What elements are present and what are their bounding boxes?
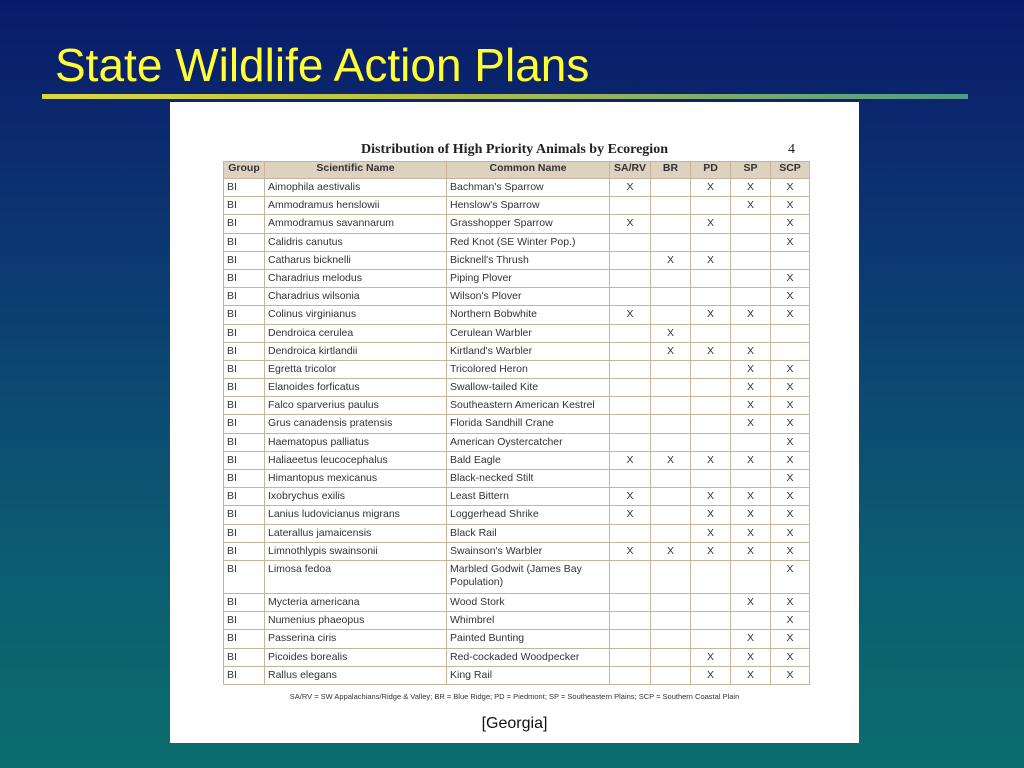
table-cell [610,415,651,433]
table-cell: BI [224,179,265,197]
table-cell: X [610,215,651,233]
table-cell [651,433,691,451]
document-image [170,102,859,743]
table-cell [731,324,771,342]
table-cell [610,379,651,397]
table-cell [651,379,691,397]
table-cell: Marbled Godwit (James Bay Population) [447,560,610,593]
table-cell: Ammodramus henslowii [265,197,447,215]
table-row [224,666,810,684]
table-cell: X [691,524,731,542]
table-cell: Bicknell's Thrush [447,251,610,269]
table-cell: Bald Eagle [447,451,610,469]
table-cell: X [771,488,810,506]
table-row [224,488,810,506]
table-cell: X [731,630,771,648]
table-cell [771,251,810,269]
table-cell [651,197,691,215]
table-cell [651,360,691,378]
table-cell [651,666,691,684]
table-cell: BI [224,269,265,287]
table-cell [731,560,771,593]
column-header: Common Name [447,162,610,179]
table-cell: Lanius ludovicianus migrans [265,506,447,524]
table-cell: Florida Sandhill Crane [447,415,610,433]
table-cell: X [731,306,771,324]
table-cell: BI [224,648,265,666]
table-cell: Wilson's Plover [447,288,610,306]
table-cell: Egretta tricolor [265,360,447,378]
table-cell [651,306,691,324]
column-header: SA/RV [610,162,651,179]
table-cell [610,648,651,666]
table-cell [651,506,691,524]
table-row [224,506,810,524]
table-cell: X [771,397,810,415]
state-caption: [Georgia] [481,715,548,732]
table-cell: BI [224,433,265,451]
table-cell [610,560,651,593]
table-cell [731,612,771,630]
table-cell [691,360,731,378]
table-cell: X [771,470,810,488]
table-row [224,306,810,324]
table-cell: BI [224,506,265,524]
table-cell: X [771,233,810,251]
table-cell [691,324,731,342]
table-cell: Swallow-tailed Kite [447,379,610,397]
table-row [224,648,810,666]
table-cell [651,560,691,593]
table-cell: X [691,542,731,560]
table-row [224,433,810,451]
table-cell: Ixobrychus exilis [265,488,447,506]
table-cell: X [610,179,651,197]
table-cell: BI [224,306,265,324]
table-cell: X [691,342,731,360]
table-cell [731,470,771,488]
table-cell: Black-necked Stilt [447,470,610,488]
table-cell [691,269,731,287]
table-cell [691,593,731,611]
table-cell: X [771,593,810,611]
table-cell: Black Rail [447,524,610,542]
table-row [224,324,810,342]
table-cell [651,179,691,197]
table-cell: X [651,542,691,560]
table-row [224,612,810,630]
table-row [224,269,810,287]
table-row [224,379,810,397]
table-cell [610,524,651,542]
table-cell: X [691,488,731,506]
table-cell [651,215,691,233]
table-cell: X [691,306,731,324]
table-cell: Kirtland's Warbler [447,342,610,360]
table-cell: X [771,451,810,469]
table-cell [691,197,731,215]
table-cell [731,269,771,287]
table-cell: X [651,324,691,342]
table-row [224,233,810,251]
table-cell: Ammodramus savannarum [265,215,447,233]
table-cell: X [731,415,771,433]
table-cell: Limnothlypis swainsonii [265,542,447,560]
table-cell: X [691,451,731,469]
column-header: PD [691,162,731,179]
table-cell: X [771,506,810,524]
table-row [224,593,810,611]
table-cell: X [731,197,771,215]
table-cell: X [691,179,731,197]
table-cell: BI [224,451,265,469]
page-number: 4 [788,142,795,157]
table-cell: X [771,179,810,197]
table-cell: X [731,179,771,197]
table-cell: Charadrius melodus [265,269,447,287]
table-cell [610,433,651,451]
document-title: Distribution of High Priority Animals by Ecoregion [361,142,668,157]
table-cell [691,630,731,648]
table-cell: BI [224,251,265,269]
table-cell: Aimophila aestivalis [265,179,447,197]
table-cell: Numenius phaeopus [265,612,447,630]
table-cell [731,288,771,306]
table-cell: X [691,215,731,233]
table-cell [610,324,651,342]
table-cell: Elanoides forficatus [265,379,447,397]
table-cell [651,470,691,488]
table-cell: BI [224,233,265,251]
table-cell: Red-cockaded Woodpecker [447,648,610,666]
table-cell: BI [224,560,265,593]
table-cell: American Oystercatcher [447,433,610,451]
table-cell: Southeastern American Kestrel [447,397,610,415]
table-cell: BI [224,524,265,542]
table-cell: Himantopus mexicanus [265,470,447,488]
table-cell [651,288,691,306]
table-cell: Haematopus palliatus [265,433,447,451]
title-underline [42,94,968,99]
table-cell: Tricolored Heron [447,360,610,378]
table-cell [731,215,771,233]
table-cell [691,288,731,306]
column-header: SP [731,162,771,179]
table-cell: X [771,648,810,666]
table-legend: SA/RV = SW Appalachians/Ridge & Valley; BR = Blue Ridge; PD = Piedmont; SP = Southeastern Plains; SCP = Southern Coastal Plain [289,692,740,701]
table-cell: X [691,666,731,684]
table-body [224,179,810,685]
table-cell: Swainson's Warbler [447,542,610,560]
table-header-row [224,162,810,179]
table-row [224,288,810,306]
table-cell: Cerulean Warbler [447,324,610,342]
table-cell: Piping Plover [447,269,610,287]
table-cell: X [771,630,810,648]
table-cell [771,324,810,342]
table-cell [610,197,651,215]
table-cell: Calidris canutus [265,233,447,251]
table-cell: Haliaeetus leucocephalus [265,451,447,469]
table-cell [731,433,771,451]
table-cell [651,593,691,611]
table-cell: BI [224,593,265,611]
table-cell: X [731,379,771,397]
table-row [224,524,810,542]
table-cell: X [771,215,810,233]
table-cell [610,630,651,648]
table-cell: Picoides borealis [265,648,447,666]
table-cell: X [771,524,810,542]
column-header: Group [224,162,265,179]
table-cell: X [731,451,771,469]
table-cell: X [771,666,810,684]
table-cell [610,251,651,269]
column-header: BR [651,162,691,179]
table-cell [691,233,731,251]
table-cell: Grasshopper Sparrow [447,215,610,233]
table-cell [651,488,691,506]
table-cell: BI [224,324,265,342]
table-cell: X [731,488,771,506]
table-cell [610,288,651,306]
table-cell [691,470,731,488]
table-cell: X [771,379,810,397]
table-cell: X [610,488,651,506]
table-cell [610,397,651,415]
table-cell: Mycteria americana [265,593,447,611]
table-cell: X [771,433,810,451]
table-row [224,542,810,560]
column-header: SCP [771,162,810,179]
table-cell: BI [224,470,265,488]
table-cell: BI [224,379,265,397]
table-cell [771,342,810,360]
table-cell: X [731,648,771,666]
table-cell: Colinus virginianus [265,306,447,324]
table-cell: X [771,288,810,306]
table-cell [651,630,691,648]
table-cell: Rallus elegans [265,666,447,684]
table-row [224,470,810,488]
table-cell: Grus canadensis pratensis [265,415,447,433]
table-cell [610,342,651,360]
table-cell: Bachman's Sparrow [447,179,610,197]
table-cell: X [771,306,810,324]
table-cell: Catharus bicknelli [265,251,447,269]
table-cell: X [610,451,651,469]
table-cell [651,269,691,287]
table-cell [610,360,651,378]
table-cell [610,269,651,287]
table-cell: Henslow's Sparrow [447,197,610,215]
table-cell: X [691,251,731,269]
table-cell: X [771,560,810,593]
table-cell: Least Bittern [447,488,610,506]
table-cell: X [771,542,810,560]
table-row [224,560,810,593]
table-cell: BI [224,612,265,630]
table-cell: Charadrius wilsonia [265,288,447,306]
table-cell: X [651,251,691,269]
table-cell [691,379,731,397]
table-cell [691,415,731,433]
table-cell [651,233,691,251]
table-cell: X [771,415,810,433]
table-cell [651,415,691,433]
table-cell [610,666,651,684]
table-cell: X [731,506,771,524]
table-row [224,215,810,233]
table-cell [691,612,731,630]
table-cell [651,397,691,415]
table-row [224,197,810,215]
table-cell: BI [224,360,265,378]
table-row [224,451,810,469]
table-cell: Dendroica cerulea [265,324,447,342]
table-cell: BI [224,288,265,306]
table-cell [731,251,771,269]
table-cell: X [610,542,651,560]
table-cell: King Rail [447,666,610,684]
table-cell: X [731,542,771,560]
table-cell [691,397,731,415]
table-cell: X [731,524,771,542]
table-cell [651,648,691,666]
table-cell [610,612,651,630]
table-cell: BI [224,415,265,433]
table-cell: BI [224,397,265,415]
table-cell: X [691,506,731,524]
table-cell: Laterallus jamaicensis [265,524,447,542]
table-row [224,251,810,269]
table-row [224,415,810,433]
slide-title: State Wildlife Action Plans [55,39,590,91]
priority-animals-table [223,161,810,685]
table-cell: X [771,612,810,630]
table-cell: X [691,648,731,666]
table-cell: X [610,506,651,524]
table-cell: Whimbrel [447,612,610,630]
table-cell: X [731,342,771,360]
table-cell: X [610,306,651,324]
table-row [224,179,810,197]
table-row [224,630,810,648]
table-cell: BI [224,666,265,684]
table-cell: Northern Bobwhite [447,306,610,324]
table-cell: X [651,342,691,360]
table-cell [691,560,731,593]
table-cell: X [731,397,771,415]
table-cell: Dendroica kirtlandii [265,342,447,360]
table-row [224,342,810,360]
table-cell [691,433,731,451]
table-cell: BI [224,342,265,360]
table-cell: Passerina ciris [265,630,447,648]
table-row [224,397,810,415]
table-cell: X [771,269,810,287]
table-cell: Wood Stork [447,593,610,611]
table-cell [610,593,651,611]
table-cell [610,470,651,488]
table-cell: Falco sparverius paulus [265,397,447,415]
table-cell: Limosa fedoa [265,560,447,593]
table-cell: Loggerhead Shrike [447,506,610,524]
table-row [224,360,810,378]
table-cell: X [771,197,810,215]
table-cell: X [731,593,771,611]
table-cell: BI [224,197,265,215]
table-cell: X [651,451,691,469]
table-cell [731,233,771,251]
column-header: Scientific Name [265,162,447,179]
table-cell: X [771,360,810,378]
table-cell: BI [224,215,265,233]
table-cell [651,524,691,542]
table-cell: BI [224,542,265,560]
table-cell: X [731,666,771,684]
table-cell: BI [224,488,265,506]
table-cell: Painted Bunting [447,630,610,648]
table-cell: Red Knot (SE Winter Pop.) [447,233,610,251]
table-cell: BI [224,630,265,648]
table-cell: X [731,360,771,378]
table-cell [651,612,691,630]
table-cell [610,233,651,251]
